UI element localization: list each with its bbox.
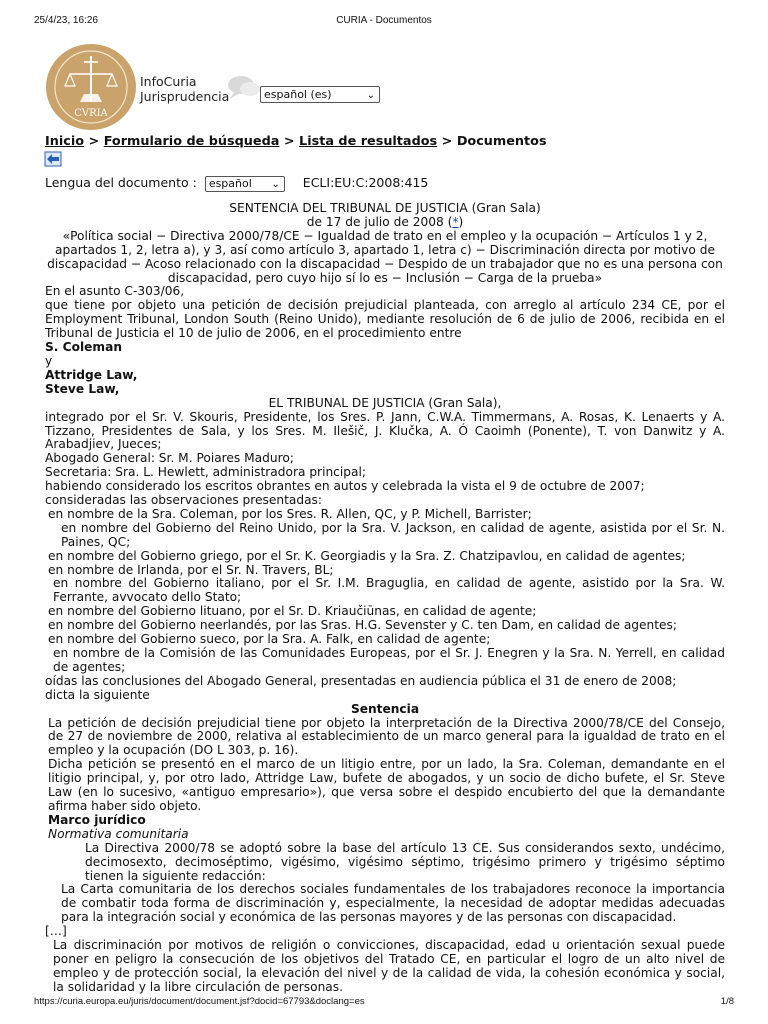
print-date: 25/4/23, 16:26 <box>34 15 98 26</box>
party-defendant-1: Attridge Law, <box>45 367 138 382</box>
advocate-general: Abogado General: Sr. M. Poiares Maduro; <box>45 451 294 466</box>
curia-logo[interactable] <box>46 44 136 130</box>
party-defendant-2: Steve Law, <box>45 381 120 396</box>
case-number: En el asunto C‑303/06, <box>45 284 185 299</box>
quote-recital-11: La discriminación por motivos de religión o convicciones, discapacidad, edad u orientación sexual puede poner en peligro la consecución de los objetivos del Tratado CE, en particular el logro de un alto nivel de empleo y de protección social, la elevación del nivel y de la calidad de vida, la cohesión económica y social, la solidaridad y la libre circulación de personas. <box>53 938 725 994</box>
party-claimant: S. Coleman <box>45 340 123 355</box>
observation-item: en nombre de la Comisión de las Comunidades Europeas, por el Sr. J. Enegren y la Sra. N. Yerrell, en calidad de agentes; <box>53 646 725 674</box>
document-language-value: español <box>208 176 252 190</box>
dicta-line: dicta la siguiente <box>45 687 150 702</box>
document-language-row <box>45 175 428 192</box>
breadcrumb-separator: > <box>283 134 295 149</box>
print-page-number: 1/8 <box>720 996 734 1007</box>
subsection-normativa: Normativa comunitaria <box>48 826 189 841</box>
quote-recital-6: La Carta comunitaria de los derechos sociales fundamentales de los trabajadores reconoce la importancia de combatir toda forma de discriminación y, especialmente, la necesidad de adoptar medidas adecuadas para la integración social y económica de las personas mayores y de las personas con discapacidad. <box>61 882 725 925</box>
footnote-asterisk-link[interactable]: * <box>452 214 459 229</box>
observation-item: en nombre del Gobierno neerlandés, por las Sras. H.G. Sevenster y C. ten Dam, en calidad de agentes; <box>48 618 677 633</box>
party-conjunction: y <box>45 353 53 368</box>
procedure-note: habiendo considerado los escritos obrantes en autos y celebrada la vista el 9 de octubre de 2007; <box>45 479 645 494</box>
observation-item: en nombre del Gobierno del Reino Unido, por la Sra. V. Jackson, en calidad de agente, asistida por el Sr. N. Paines, QC; <box>61 520 725 549</box>
observation-item: en nombre de Irlanda, por el Sr. N. Travers, BL; <box>48 562 334 577</box>
court-composition: integrado por el Sr. V. Skouris, Presidente, los Sres. P. Jann, C.W.A. Timmermans, A. Rosas, K. Lenaerts y A. Tizzano, Presidentes de Sala, y los Sres. M. Ilešič, J. Klučka, A. Ó Caoimh (Ponente), T. von Danwitz y A. Arabadjiev, Jueces; <box>45 409 725 452</box>
print-footer <box>34 996 734 1012</box>
observation-item: en nombre del Gobierno sueco, por la Sra. A. Falk, en calidad de agente; <box>48 632 491 647</box>
back-arrow-icon[interactable] <box>44 151 62 167</box>
print-url: https://curia.europa.eu/juris/document/document.jsf?docid=67793&doclang=es <box>34 996 365 1007</box>
section-marco-juridico: Marco jurídico <box>48 812 146 827</box>
breadcrumb-inicio[interactable]: Inicio <box>45 134 85 149</box>
document-language-select[interactable] <box>205 176 285 192</box>
observation-item: en nombre del Gobierno griego, por el Sr. K. Georgiadis y la Sra. Z. Chatzipavlou, en calidad de agentes; <box>48 548 686 563</box>
paragraph-2: Dicha petición se presentó en el marco de un litigio entre, por un lado, la Sra. Coleman, demandante en el litigio principal, y, por otro lado, Attridge Law, bufete de abogados, y un socio de dicho bufete, el Sr. Steve Law (en lo sucesivo, «antiguo empresario»), que versa sobre el despido encubierto del que la demandante afirma haber sido objeto. <box>48 757 725 813</box>
case-object: que tiene por objeto una petición de decisión prejudicial planteada, con arreglo al artículo 234 CE, por el Employment Tribunal, London South (Reino Unido), mediante resolución de 6 de julio de 2006, recibida en el Tribunal de Justicia el 10 de julio de 2006, en el procedimiento entre <box>45 298 725 341</box>
observations-intro: consideradas las observaciones presentadas: <box>45 493 323 508</box>
ecli-identifier: ECLI:EU:C:2008:415 <box>302 175 429 190</box>
hearing-note: oídas las conclusiones del Abogado General, presentadas en audiencia pública el 31 de enero de 2008; <box>45 673 677 688</box>
judgment-summary: «Política social − Directiva 2000/78/CE − Igualdad de trato en el empleo y la ocupación − Artículos 1 y 2, apartados 1, 2, letra a), y 3, así como artículo 3, apartado 1, letra c) − Discriminación directa por motivo de discapacidad − Acoso relacionado con la discapacidad − Despido de un trabajador que no es una persona con discapacidad, pero cuyo hijo sí lo es − Inclusión − Carga de la prueba» <box>47 228 723 285</box>
interface-language-select[interactable] <box>260 86 380 103</box>
breadcrumb-formulario[interactable]: Formulario de búsqueda <box>103 134 280 149</box>
judgment-date: de 17 de julio de 2008 (*) <box>306 214 464 229</box>
chevron-down-icon: ⌄ <box>271 178 280 190</box>
court-heading: EL TRIBUNAL DE JUSTICIA (Gran Sala), <box>268 395 502 410</box>
breadcrumb-lista[interactable]: Lista de resultados <box>299 134 438 149</box>
brand-name <box>140 74 229 104</box>
print-header <box>28 15 740 31</box>
observation-item: en nombre del Gobierno lituano, por el Sr. D. Kriaučiūnas, en calidad de agente; <box>48 604 537 619</box>
judgment-title: SENTENCIA DEL TRIBUNAL DE JUSTICIA (Gran Sala) <box>229 201 541 215</box>
observation-item: en nombre de la Sra. Coleman, por los Sres. R. Allen, QC, y P. Michell, Barrister; <box>48 506 532 521</box>
breadcrumb <box>45 134 547 149</box>
svg-text:CVRIA: CVRIA <box>74 108 108 119</box>
language-speech-bubble-icon <box>226 74 262 100</box>
document-language-label: Lengua del documento : <box>45 175 197 190</box>
interface-language-value: español (es) <box>264 88 332 101</box>
curia-seal-icon <box>46 44 136 130</box>
brand-line-jurisprudencia: Jurisprudencia <box>140 89 230 104</box>
brand-line-infocuria: InfoCuria <box>140 74 197 89</box>
breadcrumb-separator: > <box>88 134 100 149</box>
paragraph-1: La petición de decisión prejudicial tiene por objeto la interpretación de la Directiva 2000/78/CE del Consejo, de 27 de noviembre de 2000, relativa al establecimiento de un marco general para la igualdad de trato en el empleo y la ocupación (DO L 303, p. 16). <box>48 715 725 758</box>
registrar: Secretaria: Sra. L. Hewlett, administradora principal; <box>45 465 366 480</box>
observation-item: en nombre del Gobierno italiano, por el Sr. I.M. Braguglia, en calidad de agente, asistido por la Sra. W. Ferrante, avvocato dello Stato; <box>53 576 725 605</box>
print-title: CURIA - Documentos <box>336 15 432 26</box>
paragraph-3: La Directiva 2000/78 se adoptó sobre la base del artículo 13 CE. Sus considerandos sexto, undécimo, decimosexto, decimoséptimo, vigésimo, vigésimo séptimo, trigésimo primero y trigésimo séptimo tienen la siguiente redacción: <box>85 840 725 883</box>
breadcrumb-current: Documentos <box>456 134 547 149</box>
document-body <box>45 202 725 995</box>
ellipsis: […] <box>45 924 67 939</box>
sentencia-heading: Sentencia <box>350 701 420 716</box>
chevron-down-icon: ⌄ <box>366 90 375 101</box>
breadcrumb-separator: > <box>441 134 453 149</box>
